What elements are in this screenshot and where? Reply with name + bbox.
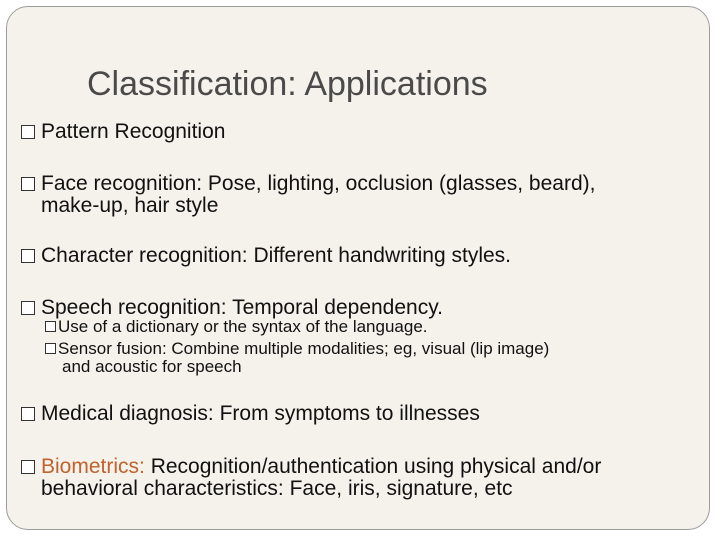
sub-bullet-sensor-fusion (45, 340, 549, 376)
bullet-character-recognition (21, 245, 511, 267)
checkbox-bullet-icon (21, 407, 35, 421)
bullet-text-continuation: make-up, hair style (41, 194, 219, 217)
bullet-text: Speech recognition: Temporal dependency. (41, 296, 443, 319)
bullet-text: Pattern Recognition (41, 120, 226, 143)
sub-bullet-dictionary (45, 318, 428, 336)
bullet-biometrics (21, 456, 601, 500)
bullet-text: Face recognition: Pose, lighting, occlusion (glasses, beard), (41, 172, 596, 195)
slide-title: Classification: Applications (87, 65, 488, 103)
bullet-text-continuation: behavioral characteristics: Face, iris, signature, etc (41, 477, 513, 500)
checkbox-bullet-icon (21, 177, 35, 191)
sub-bullet-text-continuation: and acoustic for speech (62, 357, 242, 376)
slide-frame (6, 6, 710, 530)
bullet-text: Medical diagnosis: From symptoms to illnesses (41, 402, 480, 425)
biometrics-accent-label: Biometrics: (41, 455, 145, 478)
checkbox-bullet-icon (21, 125, 35, 139)
bullet-pattern-recognition (21, 121, 225, 143)
sub-bullet-text: Sensor fusion: Combine multiple modalities; eg, visual (lip image) (58, 339, 550, 358)
checkbox-bullet-icon (45, 343, 56, 354)
bullet-text: Character recognition: Different handwriting styles. (41, 244, 512, 267)
checkbox-bullet-icon (21, 249, 35, 263)
checkbox-bullet-icon (21, 460, 35, 474)
bullet-medical-diagnosis (21, 403, 480, 425)
checkbox-bullet-icon (45, 321, 56, 332)
sub-bullet-text: Use of a dictionary or the syntax of the language. (58, 317, 428, 336)
bullet-speech-recognition (21, 297, 443, 319)
bullet-text: Recognition/authentication using physical and/or (144, 455, 602, 478)
checkbox-bullet-icon (21, 301, 35, 315)
bullet-face-recognition (21, 173, 595, 217)
